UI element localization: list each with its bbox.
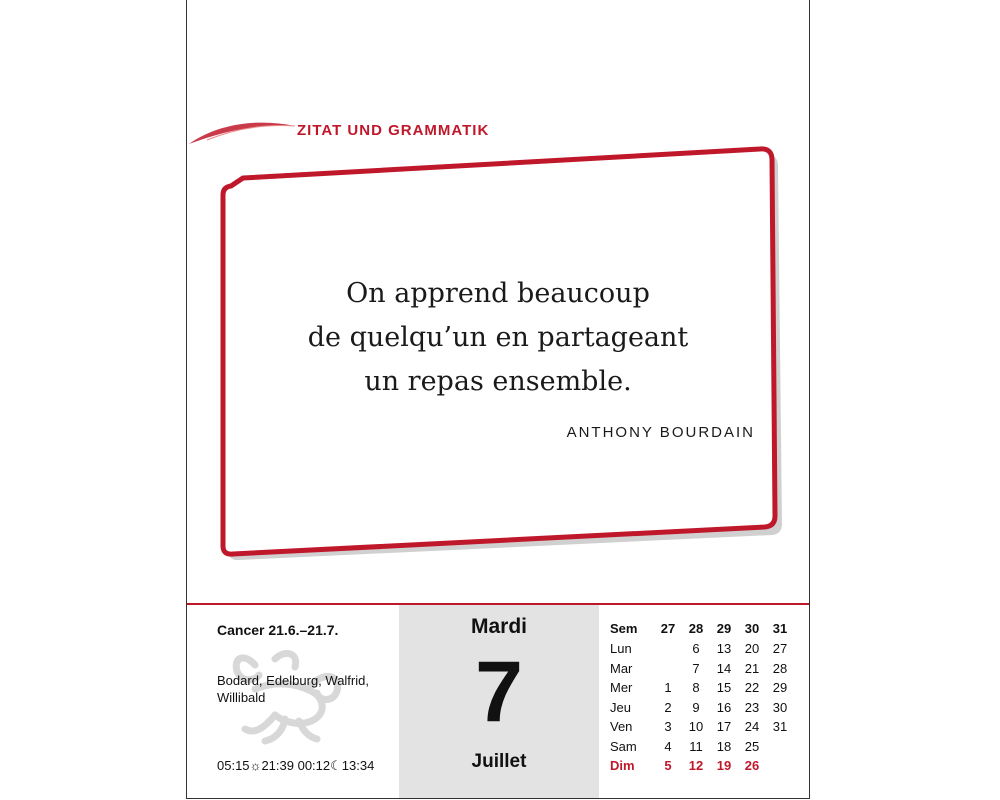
weekday-abbrev: Ven [610,719,633,735]
calendar-row [610,678,794,698]
calendar-day: 28 [772,660,788,676]
calendar-day: 13 [716,641,732,657]
calendar-day: 7 [692,660,700,676]
calendar-row [610,756,794,776]
calendar-day: 30 [772,699,788,715]
weekday-abbrev: Lun [610,641,632,657]
weekday-abbrev: Mer [610,680,633,696]
calendar-day: 21 [744,660,760,676]
calendar-day: 27 [772,641,788,657]
quote-text [273,272,723,404]
calendar-day: 17 [716,719,732,735]
weekday-label: Mardi [470,615,527,638]
quote-line: de quelqu’un en partageant [307,322,689,353]
calendar-day: 29 [772,680,788,696]
calendar-day: 1 [664,680,672,696]
month-overview [599,605,810,799]
week-number: 31 [772,620,788,636]
weekday-abbrev: Sam [610,738,637,754]
calendar-day: 9 [692,699,700,715]
calendar-day: 26 [744,758,760,774]
month-label: Juillet [471,751,527,772]
calendar-day: 6 [692,641,700,657]
weekday-abbrev: Mar [610,660,633,676]
calendar-day: 22 [744,680,760,696]
calendar-day: 12 [688,758,704,774]
calendar-day: 14 [716,660,732,676]
name-days: Bodard, Edelburg, Walfrid, Willibald [217,673,369,705]
calendar-day [766,756,794,776]
calendar-day: 10 [688,719,704,735]
calendar-day: 20 [744,641,760,657]
calendar-day: 16 [716,699,732,715]
calendar-day: 24 [744,719,760,735]
calendar-day: 5 [664,758,672,774]
calendar-day: 25 [744,738,760,754]
weekday-abbrev: Dim [610,758,635,774]
category-heading: ZITAT UND GRAMMATIK [297,122,490,139]
calendar-row [610,698,794,718]
quote-line: un repas ensemble. [364,366,632,397]
calendar-day: 19 [716,758,732,774]
calendar-day: 31 [772,719,788,735]
quote-line: On apprend beaucoup [346,278,650,309]
calendar-day: 23 [744,699,760,715]
calendar-day: 3 [664,719,672,735]
week-number-row [610,617,794,639]
week-number: 27 [660,620,676,636]
zodiac-sign: Cancer 21.6.–21.7. [217,622,339,638]
info-panel [187,605,399,799]
calendar-day [766,737,794,757]
weekday-abbrev: Jeu [610,699,631,715]
week-number: 29 [716,620,732,636]
week-number: 30 [744,620,760,636]
calendar-row [610,737,794,757]
week-number: 28 [688,620,704,636]
calendar-day: 8 [692,680,700,696]
calendar-day: 18 [716,738,732,754]
calendar-row [610,659,794,679]
date-panel [399,605,599,799]
calendar-day: 15 [716,680,732,696]
calendar-day [654,659,682,679]
calendar-day: 2 [664,699,672,715]
calendar-row [610,639,794,659]
sun-moon-times: 05:15☼21:39 00:12☾13:34 [217,758,375,773]
calendar-day: 4 [664,738,672,754]
calendar-page [186,0,810,799]
day-number: 7 [475,644,523,740]
calendar-row [610,717,794,737]
calendar-day: 11 [689,738,703,754]
calendar-day [654,639,682,659]
quote-author: ANTHONY BOURDAIN [566,424,755,441]
mini-calendar [610,617,794,776]
week-header: Sem [610,620,638,636]
